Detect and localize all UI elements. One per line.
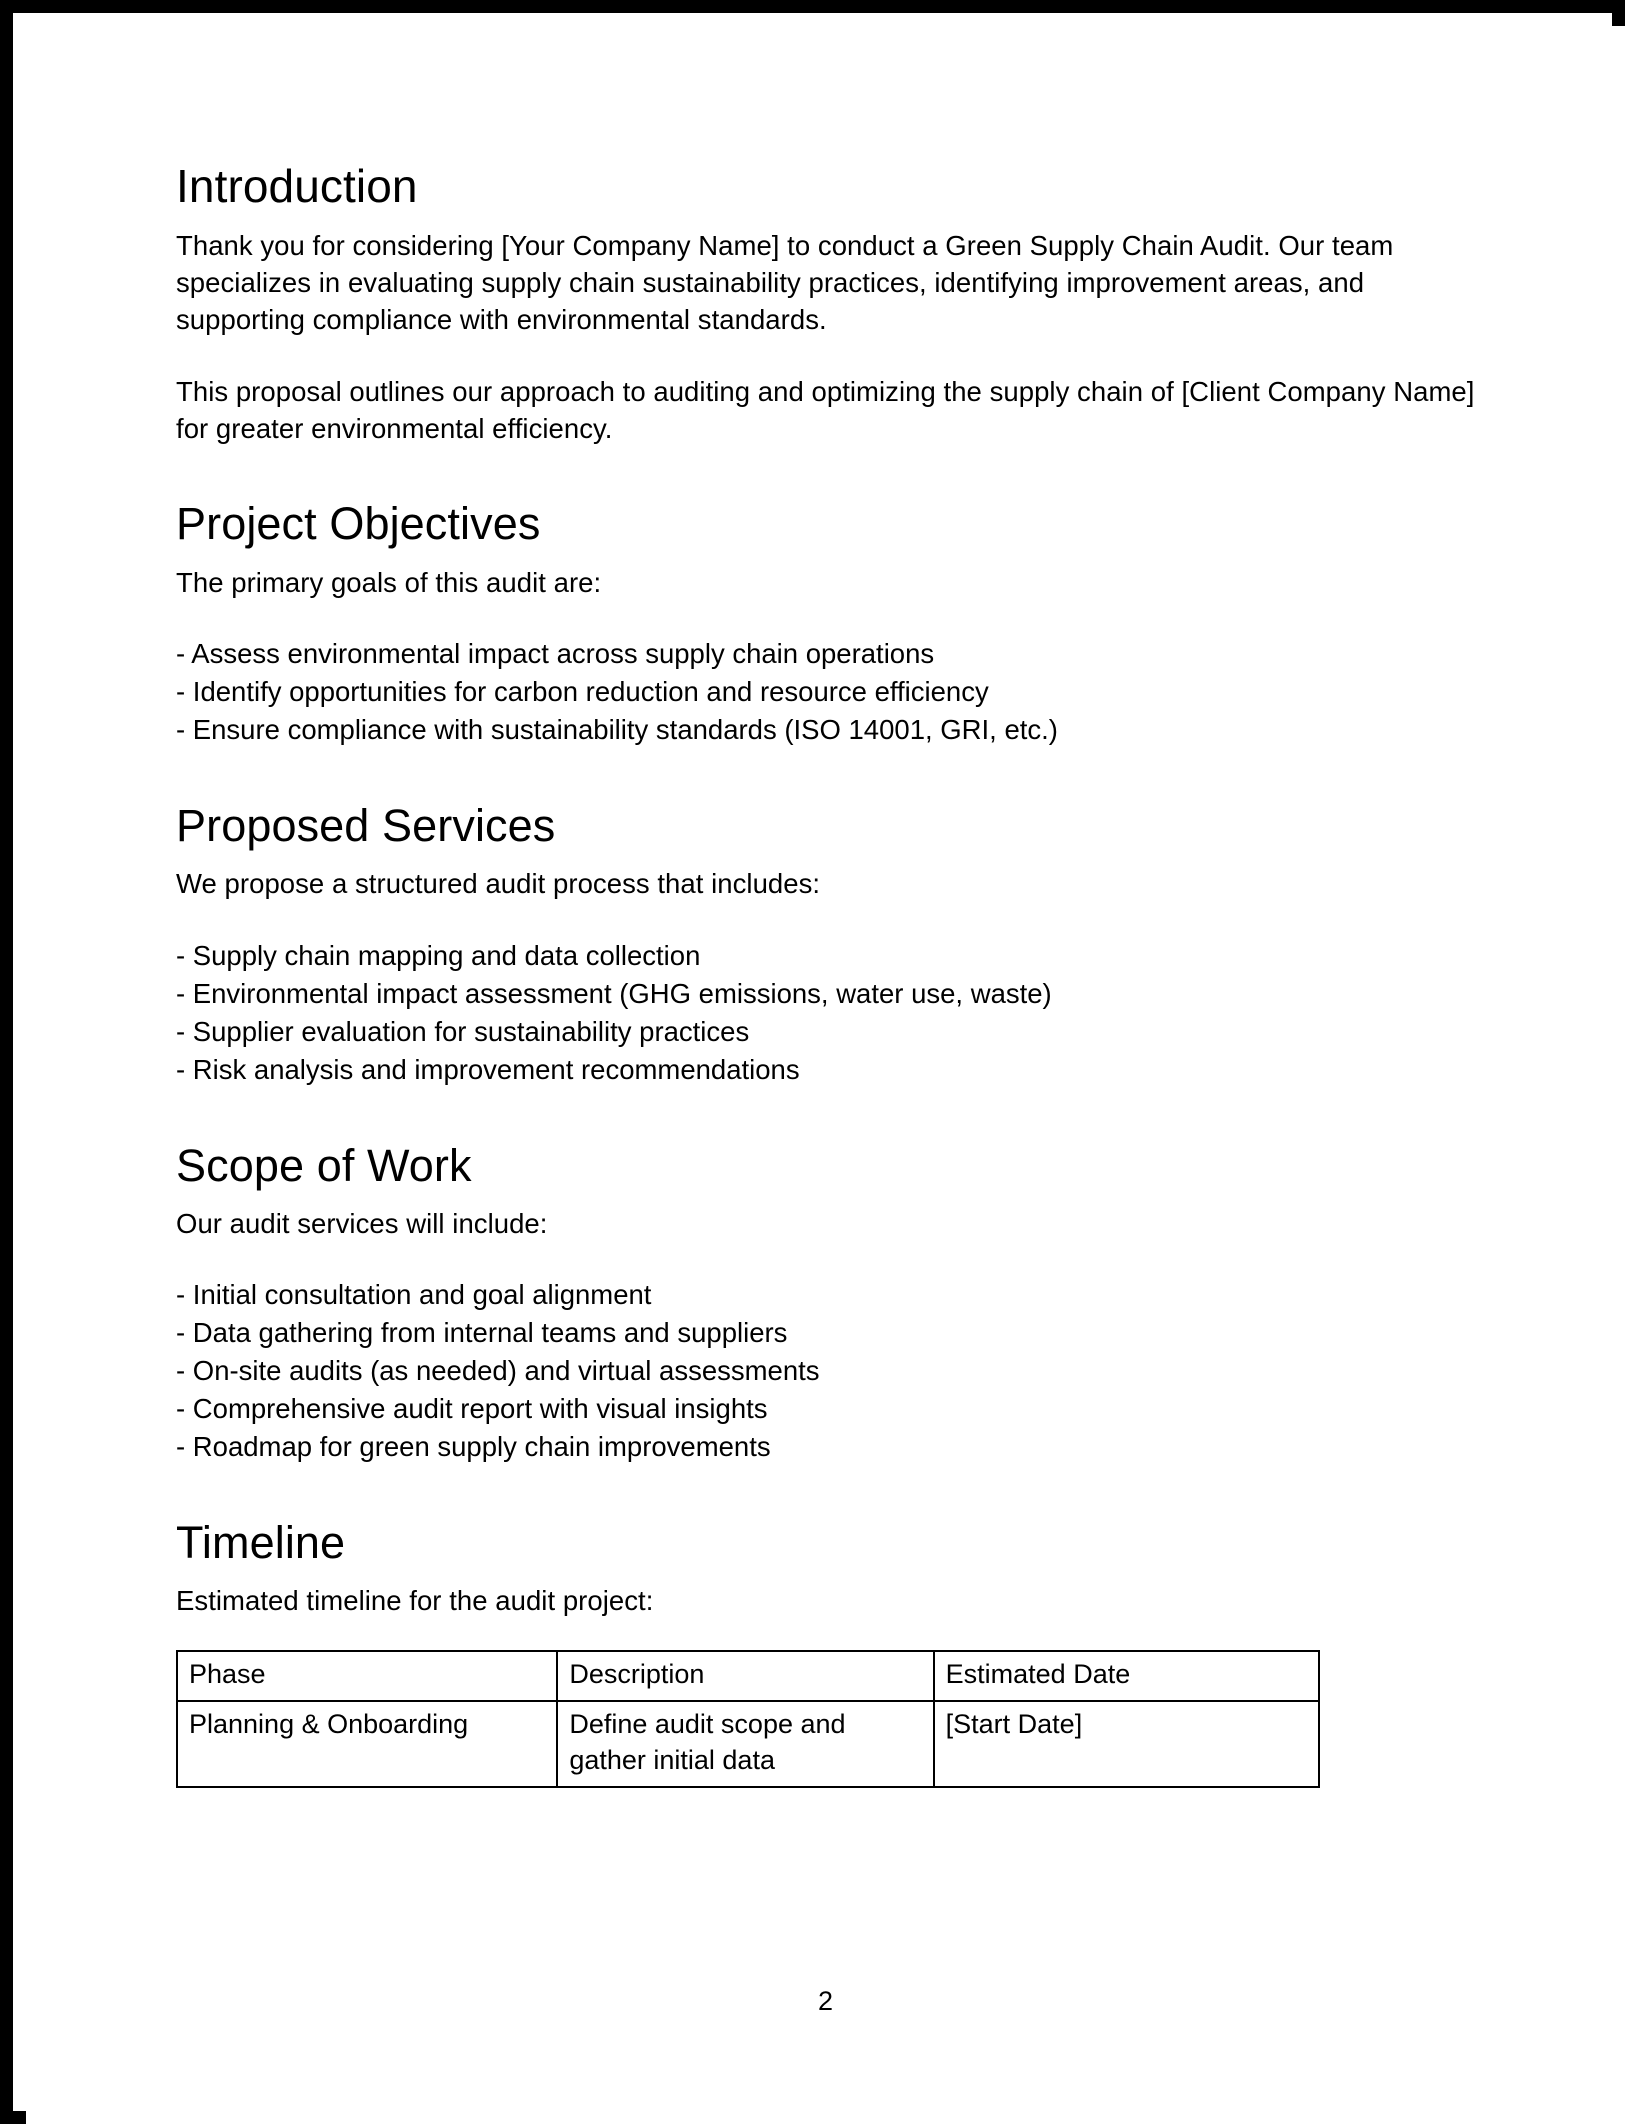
page-sheet — [26, 26, 1625, 2124]
heading-introduction: Introduction — [176, 160, 418, 212]
list-item: - Comprehensive audit report with visual insights — [176, 1393, 768, 1425]
scope-of-work-lead: Our audit services will include: — [176, 1207, 548, 1239]
scope-of-work-list — [176, 1276, 1476, 1466]
list-item: - Initial consultation and goal alignment — [176, 1279, 652, 1311]
list-item: - On-site audits (as needed) and virtual assessments — [176, 1355, 820, 1387]
proposed-services-list — [176, 937, 1476, 1089]
introduction-paragraph-2: This proposal outlines our approach to auditing and optimizing the supply chain of [Client Company Name] for greater environmental efficiency. — [176, 375, 1475, 445]
list-item: - Supply chain mapping and data collection — [176, 939, 701, 971]
list-item: - Risk analysis and improvement recommendations — [176, 1053, 800, 1085]
column-header-phase: Phase — [177, 1651, 557, 1701]
column-header-description: Description — [557, 1651, 933, 1701]
project-objectives-list — [176, 635, 1476, 749]
list-item: - Ensure compliance with sustainability standards (ISO 14001, GRI, etc.) — [176, 714, 1058, 746]
cell-phase: Planning & Onboarding — [177, 1701, 557, 1787]
list-item: - Data gathering from internal teams and suppliers — [176, 1317, 788, 1349]
introduction-paragraph-1: Thank you for considering [Your Company Name] to conduct a Green Supply Chain Audit. Our team specializes in evaluating supply chain sustainability practices, identifying improvement areas, and supporting compliance with environmental standards. — [176, 229, 1394, 336]
proposed-services-lead: We propose a structured audit process that includes: — [176, 868, 821, 900]
list-item: - Roadmap for green supply chain improvements — [176, 1431, 771, 1463]
list-item: - Environmental impact assessment (GHG emissions, water use, waste) — [176, 977, 1052, 1009]
column-header-estimated-date: Estimated Date — [934, 1651, 1319, 1701]
heading-project-objectives: Project Objectives — [176, 498, 541, 550]
timeline-table — [176, 1650, 1320, 1788]
project-objectives-lead: The primary goals of this audit are: — [176, 566, 602, 598]
heading-scope-of-work: Scope of Work — [176, 1139, 472, 1191]
cell-description: Define audit scope and gather initial data — [557, 1701, 933, 1787]
list-item: - Assess environmental impact across supply chain operations — [176, 638, 935, 670]
table-row — [177, 1701, 1319, 1787]
list-item: - Supplier evaluation for sustainability practices — [176, 1015, 750, 1047]
cell-estimated-date: [Start Date] — [934, 1701, 1319, 1787]
heading-proposed-services: Proposed Services — [176, 800, 556, 852]
heading-timeline: Timeline — [176, 1517, 346, 1569]
table-header-row — [177, 1651, 1319, 1701]
document-content — [176, 161, 1476, 1788]
list-item: - Identify opportunities for carbon reduction and resource efficiency — [176, 676, 989, 708]
page-number: 2 — [817, 1986, 834, 2016]
timeline-lead: Estimated timeline for the audit project: — [176, 1585, 654, 1617]
